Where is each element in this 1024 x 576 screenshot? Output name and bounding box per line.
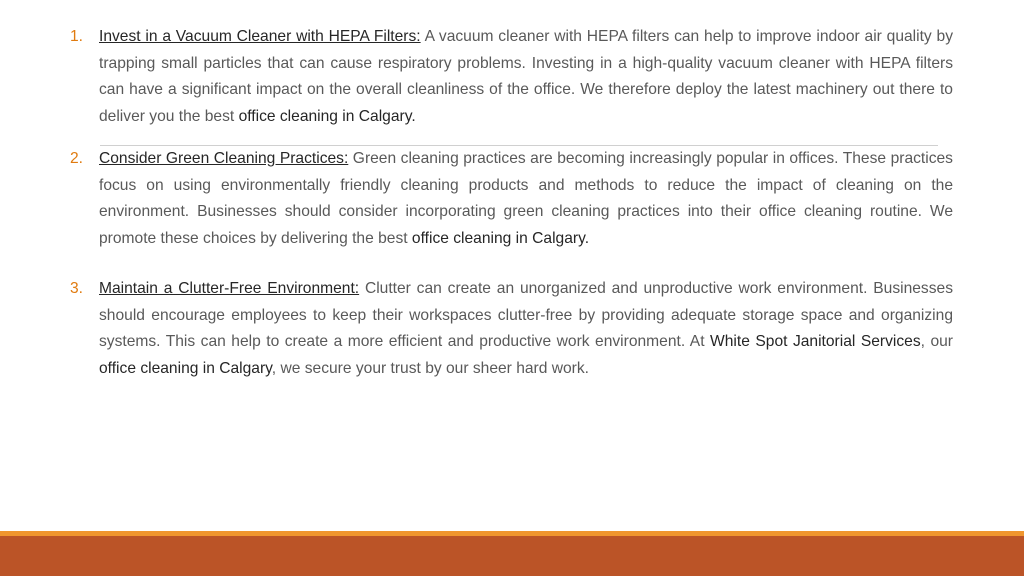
item-text: Green cleaning practices are becoming increasingly popular in offices. These practices focus on using environmentally friendly cleaning products and methods to reduce the impact of cleaning on the environment. Businesses should consider incorporating green cleaning practices into their office cleaning routine. We promote these choices by delivering the best [99, 150, 953, 247]
divider [100, 145, 938, 146]
list-item [70, 276, 953, 382]
list-item [70, 138, 953, 276]
item-text-continued: , our [920, 333, 953, 350]
company-name: White Spot Janitorial Services [710, 333, 921, 350]
item-text: Clutter can create an unorganized and unproductive work environment. Businesses should encourage employees to keep their workspaces clutter-free by providing adequate storage space and organizing systems. This can help to create a more efficient and productive work environment. At [99, 280, 953, 350]
item-emphasis: office cleaning in Calgary. [238, 107, 416, 125]
item-emphasis: office cleaning in Calgary. [411, 229, 590, 247]
list-item [70, 24, 953, 138]
item-heading: Consider Green Cleaning Practices: [99, 150, 349, 167]
item-number: 2. [70, 150, 84, 167]
item-heading: Invest in a Vacuum Cleaner with HEPA Filters: [99, 28, 421, 45]
item-number: 3. [70, 280, 84, 297]
item-number: 1. [70, 28, 84, 45]
numbered-list [70, 24, 953, 382]
item-emphasis: office cleaning in Calgary [99, 359, 272, 377]
item-text: A vacuum cleaner with HEPA filters can help to improve indoor air quality by trapping small particles that can cause respiratory problems. Investing in a high-quality vacuum cleaner with HEPA filters can have a significant impact on the overall cleanliness of the office. We therefore deploy the latest machinery out there to deliver you the best [99, 28, 953, 125]
footer-band [0, 536, 1024, 576]
item-heading: Maintain a Clutter-Free Environment: [99, 280, 360, 297]
item-text-end: , we secure your trust by our sheer hard work. [271, 359, 590, 377]
